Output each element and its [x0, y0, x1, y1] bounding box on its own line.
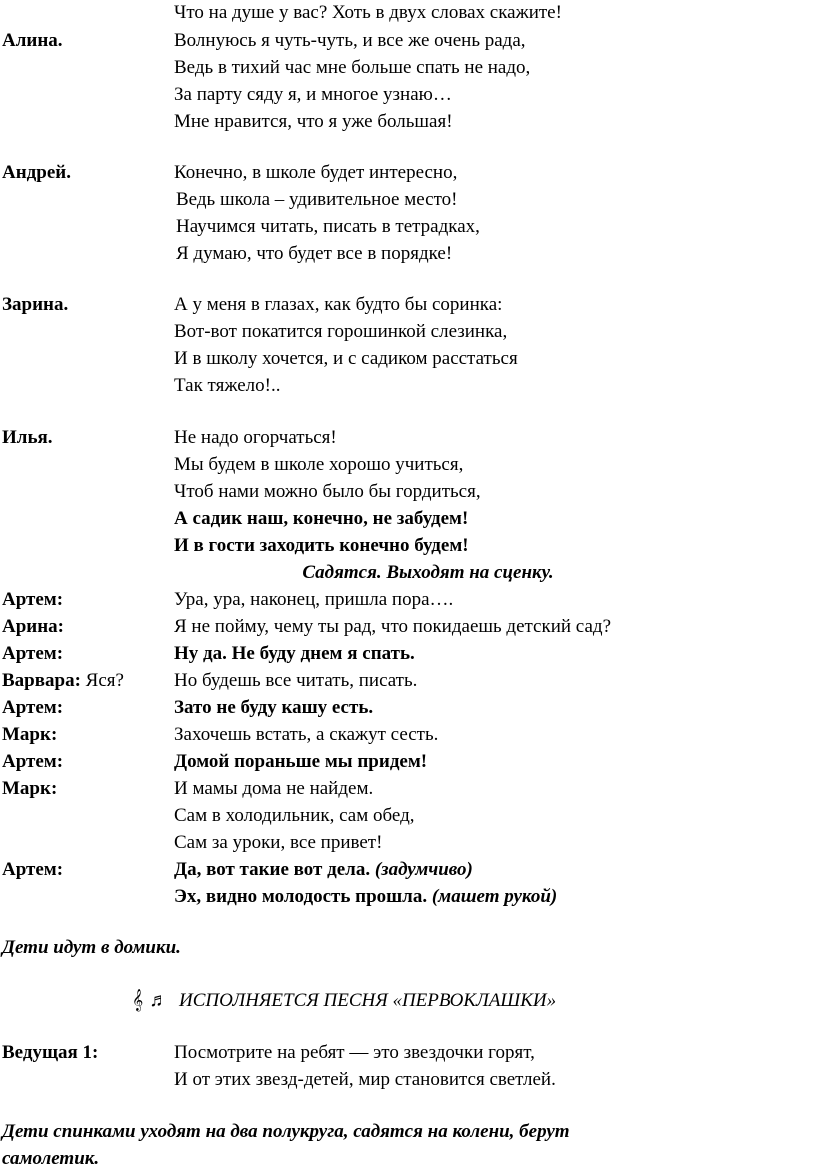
line-text: Я не пойму, чему ты рад, что покидаешь детский сад? — [174, 616, 611, 637]
line-text — [174, 886, 557, 908]
speaker-name: Артем: — [2, 859, 64, 880]
line-text: И мамы дома не найдем. — [174, 778, 374, 799]
music-note-icon: ♬ — [149, 990, 169, 1011]
line-text: А садик наш, конечно, не забудем! — [174, 508, 469, 529]
line-text: Ура, ура, наконец, пришла пора…. — [174, 589, 454, 610]
line-text: Домой пораньше мы придем! — [174, 751, 428, 772]
speaker-name: Ведущая 1: — [2, 1042, 99, 1063]
speaker-name: Андрей. — [2, 162, 71, 183]
line-text: А у меня в глазах, как будто бы соринка: — [174, 294, 503, 315]
treble-clef-icon: 𝄞 — [132, 990, 144, 1011]
line-text: Научимся читать, писать в тетрадках, — [176, 216, 480, 237]
stage-direction: Садятся. Выходят на сценку. — [302, 562, 554, 583]
line-text: Ну да. Не буду днем я спать. — [174, 643, 415, 664]
line-text: Не надо огорчаться! — [174, 427, 337, 448]
line-text: Сам в холодильник, сам обед, — [174, 805, 415, 826]
song-title: ИСПОЛНЯЕТСЯ ПЕСНЯ «ПЕРВОКЛАШКИ» — [178, 990, 557, 1011]
speaker-name: Илья. — [2, 427, 53, 448]
line-text: Мне нравится, что я уже большая! — [174, 111, 453, 132]
line-text: Мы будем в школе хорошо учиться, — [174, 454, 464, 475]
line-text: Вот-вот покатится горошинкой слезинка, — [174, 321, 508, 342]
line-text: Я думаю, что будет все в порядке! — [176, 243, 453, 264]
line-text: И в гости заходить конечно будем! — [174, 535, 469, 556]
line-text: Захочешь встать, а скажут сесть. — [174, 724, 439, 745]
stage-direction: Дети спинками уходят на два полукруга, садятся на колени, берут — [2, 1121, 570, 1142]
speaker-label: Варвара: — [2, 670, 81, 691]
line-text: Так тяжело!.. — [174, 375, 281, 396]
speaker-name: Марк: — [2, 724, 58, 745]
speaker-name — [2, 670, 124, 692]
line-text: За парту сяду я, и многое узнаю… — [174, 84, 452, 105]
speaker-name: Алина. — [2, 30, 63, 51]
line-text: Что на душе у вас? Хоть в двух словах скажите! — [174, 2, 562, 23]
line-text: Конечно, в школе будет интересно, — [174, 162, 458, 183]
line-text: Ведь школа – удивительное место! — [176, 189, 458, 210]
speaker-name: Артем: — [2, 643, 64, 664]
line-text: Но будешь все читать, писать. — [174, 670, 418, 691]
stage-note: (задумчиво) — [374, 859, 473, 880]
line-text: Ведь в тихий час мне больше спать не надо, — [174, 57, 531, 78]
line-text: И в школу хочется, и с садиком расстаться — [174, 348, 518, 369]
line-bold: Эх, видно молодость прошла. — [174, 886, 428, 907]
line-text: Чтоб нами можно было бы гордиться, — [174, 481, 481, 502]
line-text: Посмотрите на ребят — это звездочки горят, — [174, 1042, 535, 1063]
stage-note: (машет рукой) — [431, 886, 558, 907]
stage-direction: Дети идут в домики. — [2, 937, 181, 958]
speaker-name: Зарина. — [2, 294, 69, 315]
speaker-name: Артем: — [2, 589, 64, 610]
stage-direction: самолетик. — [2, 1148, 100, 1169]
line-text: Зато не буду кашу есть. — [174, 697, 374, 718]
speaker-suffix: Яся? — [80, 670, 124, 691]
song-announcement — [132, 990, 556, 1012]
line-bold: Да, вот такие вот дела. — [174, 859, 371, 880]
line-text: И от этих звезд-детей, мир становится светлей. — [174, 1069, 556, 1090]
line-text — [174, 859, 473, 881]
line-text: Волнуюсь я чуть-чуть, и все же очень рада, — [174, 30, 526, 51]
speaker-name: Арина: — [2, 616, 65, 637]
speaker-name: Марк: — [2, 778, 58, 799]
speaker-name: Артем: — [2, 751, 64, 772]
line-text: Сам за уроки, все привет! — [174, 832, 383, 853]
speaker-name: Артем: — [2, 697, 64, 718]
